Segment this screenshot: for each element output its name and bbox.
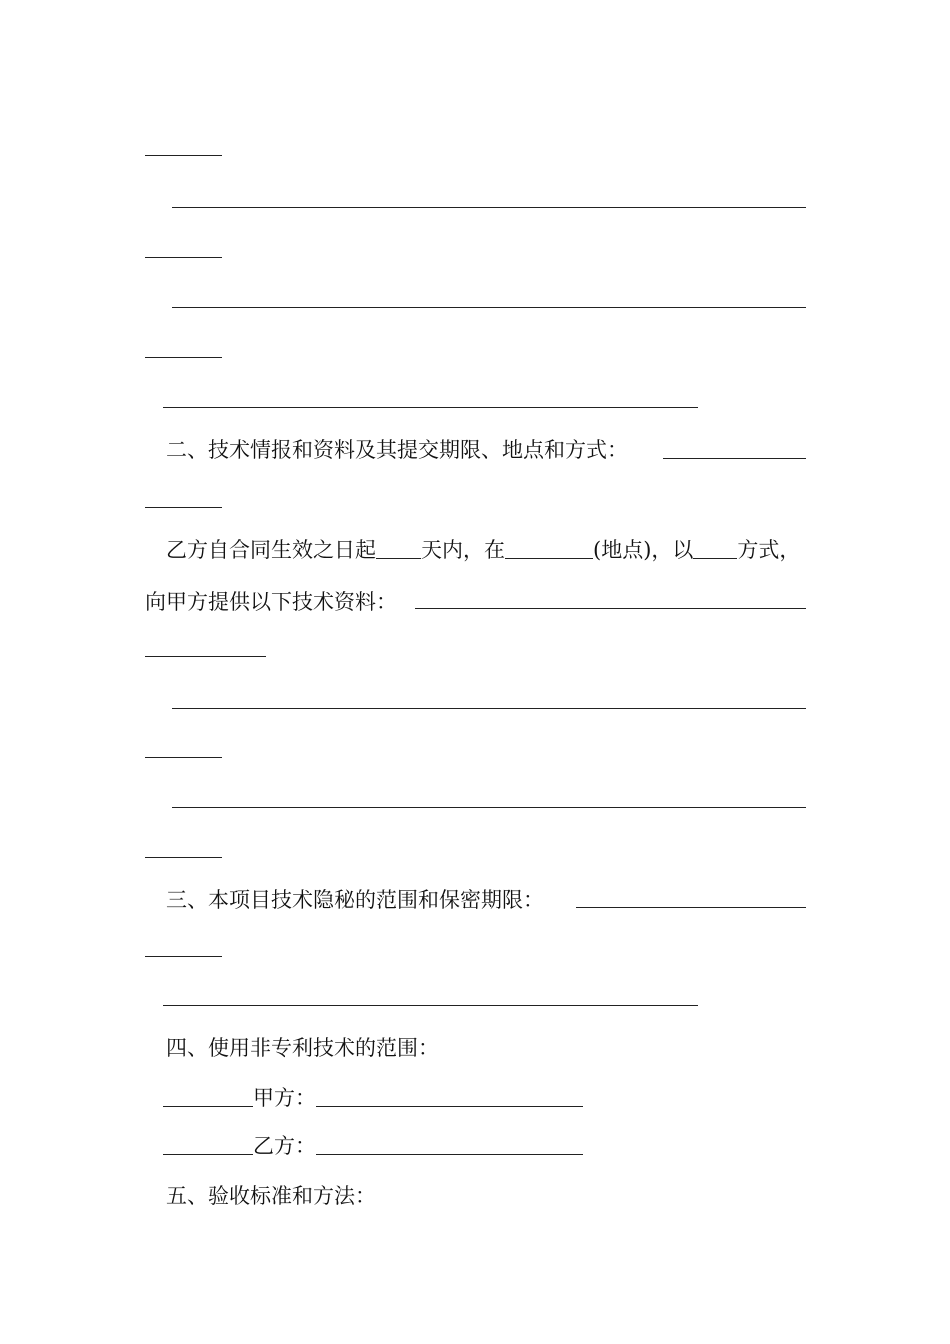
fill-line[interactable] <box>145 357 222 358</box>
party-a-line <box>163 1085 583 1111</box>
fill-line[interactable] <box>145 757 222 758</box>
fill-line[interactable] <box>172 708 806 709</box>
section-2-heading-text: 二、技术情报和资料及其提交期限、地点和方式： <box>166 438 628 462</box>
clause-text: 天内，在 <box>421 538 505 562</box>
clause-text: 方式， <box>737 538 801 562</box>
fill-line[interactable] <box>172 307 806 308</box>
party-a-label: 甲方： <box>253 1086 316 1110</box>
section-4-heading <box>166 1035 439 1061</box>
fill-line[interactable] <box>145 857 222 858</box>
clause-text: 乙方自合同生效之日起 <box>166 538 376 562</box>
fill-line[interactable] <box>172 207 806 208</box>
fill-line[interactable] <box>663 458 806 459</box>
place-blank[interactable] <box>505 538 593 559</box>
party-a-prefix-blank[interactable] <box>163 1086 253 1107</box>
fill-line[interactable] <box>145 155 222 156</box>
clause-text: 向甲方提供以下技术资料： <box>145 590 397 614</box>
section-2-clause-line-2 <box>145 589 397 615</box>
fill-line[interactable] <box>163 407 698 408</box>
fill-line[interactable] <box>145 656 266 657</box>
fill-line[interactable] <box>145 507 222 508</box>
fill-line[interactable] <box>172 807 806 808</box>
section-3-heading <box>166 887 544 913</box>
party-a-blank[interactable] <box>316 1086 583 1107</box>
clause-text: (地点)，以 <box>593 538 694 562</box>
section-5-heading <box>166 1183 376 1209</box>
method-blank[interactable] <box>693 538 737 559</box>
fill-line[interactable] <box>145 956 222 957</box>
party-b-blank[interactable] <box>316 1134 583 1155</box>
party-b-line <box>163 1133 583 1159</box>
days-blank[interactable] <box>376 538 421 559</box>
fill-line[interactable] <box>145 257 222 258</box>
fill-line[interactable] <box>163 1005 698 1006</box>
fill-line[interactable] <box>415 608 806 609</box>
section-5-heading-text: 五、验收标准和方法： <box>166 1184 376 1208</box>
section-2-clause-line <box>166 537 800 563</box>
party-b-prefix-blank[interactable] <box>163 1134 253 1155</box>
fill-line[interactable] <box>576 907 806 908</box>
section-3-heading-text: 三、本项目技术隐秘的范围和保密期限： <box>166 888 544 912</box>
party-b-label: 乙方： <box>253 1134 316 1158</box>
section-4-heading-text: 四、使用非专利技术的范围： <box>166 1036 439 1060</box>
section-2-heading <box>166 437 628 463</box>
